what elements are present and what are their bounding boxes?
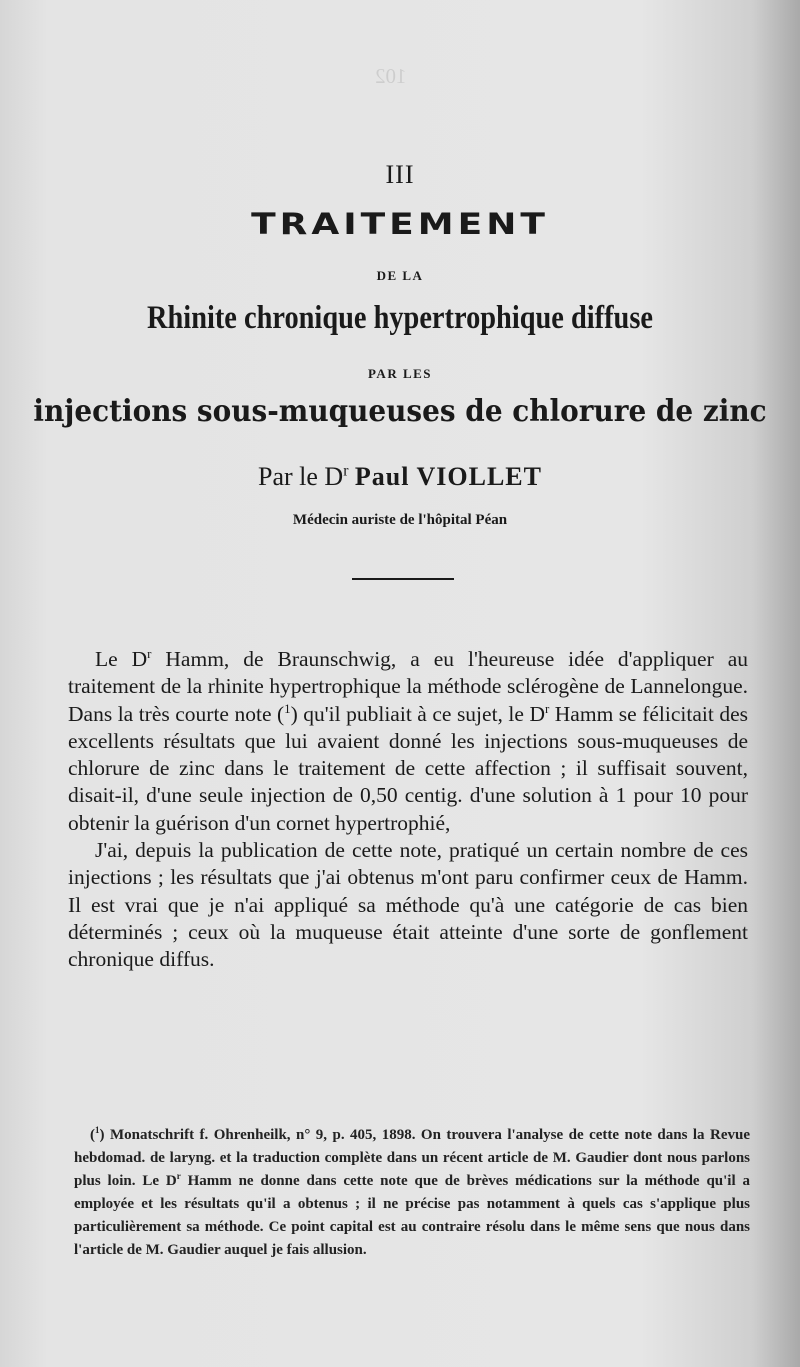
body-text [68, 646, 748, 974]
footnote-sup: r [176, 1171, 181, 1181]
title-connector-par-les: PAR LES [367, 366, 433, 381]
p1-sup3: r [544, 701, 550, 716]
author-affiliation: Médecin auriste de l'hôpital Péan [292, 512, 508, 528]
section-number: III [385, 160, 415, 189]
footnote-text-part1: Monatschrift f. Ohrenheilk, n° 9, p. 405, 1898. On trouvera l'analyse de cette note dans la Revue hebdomad. de laryng. et la traduction complète dans un récent article de M. Gaudier dont nous parlons plus loin. Le D [74, 1127, 750, 1189]
bleed-through-texture: 102 [60, 64, 407, 88]
divider-rule [352, 578, 454, 580]
footnote-marker: 1 [95, 1125, 100, 1135]
main-title: TRAITEMENT [251, 207, 549, 242]
byline-superscript: r [343, 462, 349, 480]
byline-prefix: Par le D [258, 462, 344, 491]
p1-text-part1: Le D [95, 647, 148, 671]
author-byline [0, 462, 800, 492]
author-name: Paul VIOLLET [354, 462, 542, 491]
p1-sup1: r [147, 646, 152, 661]
footnote-text-part2: Hamm ne donne dans cette note que de brèves médications sur la méthode qu'il a employée et les résultats qu'il a obtenus ; il ne précise pas notamment à quels cas s'applique plus particulièrement sa méthode. Ce point capital est au contraire résolu dans le même sens que nous dans l'article de M. Gaudier auquel je fais allusion. [74, 1173, 750, 1258]
p1-text-part4: Hamm se félicitait des excellents résultats que lui avaient donné les injections sous-muqueuses de chlorure de zinc dans le traitement de cette affection ; il suffisait souvent, disait-il, d'une seule injection de 0,50 centig. d'une solution à 1 pour 10 pour obtenir la guérison d'un cornet hypertrophié, [68, 701, 749, 835]
subtitle-rhinite: Rhinite chronique hypertrophique diffuse [147, 300, 653, 336]
footnote: ($^1$) Monatschrift f. Ohrenheilk, n° 9, p. 405, 1898. On trouvera l'analyse de cette note dans la Revue hebdomad. de laryng. et la traduction complète dans un récent article de M. Gaudier dont nous parlons plus loin. Le $D^r$ Hamm ne donne dans cette note que de brèves médications sur la méthode qu'il a employée et les résultats qu'il a obtenus ; il ne précise pas notamment à quels cas s'applique plus particulièrement sa méthode. Ce point capital est au contraire résolu dans le même sens que nous dans l'article de M. Gaudier auquel je fais allusion. [74, 1125, 750, 1258]
paragraph-2: J'ai, depuis la publication de cette note, pratiqué un certain nombre de ces injections ; les résultats que j'ai obtenus m'ont paru confirmer ceux de Hamm. Il est vrai que je n'ai appliqué sa méthode qu'à une catégorie de cas bien déterminés ; ceux où la muqueuse était atteinte d'une sorte de gonflement chronique diffus. [68, 838, 748, 972]
footnote-ref-marker: 1 [284, 701, 291, 716]
title-connector-de-la: DE LA [376, 268, 424, 283]
subtitle-injections: injections sous-muqueuses de chlorure de zinc [33, 394, 767, 429]
paragraph-1 [68, 646, 748, 837]
p1-text-part3: ) qu'il publiait à ce sujet, le D [290, 701, 545, 726]
p1-text-part2: Hamm, de Braunschwig, a eu l'heureuse idée d'appliquer au traitement de la rhinite hypertrophique la méthode sclérogène de Lannelongue. Dans la très courte note ( [68, 647, 748, 726]
